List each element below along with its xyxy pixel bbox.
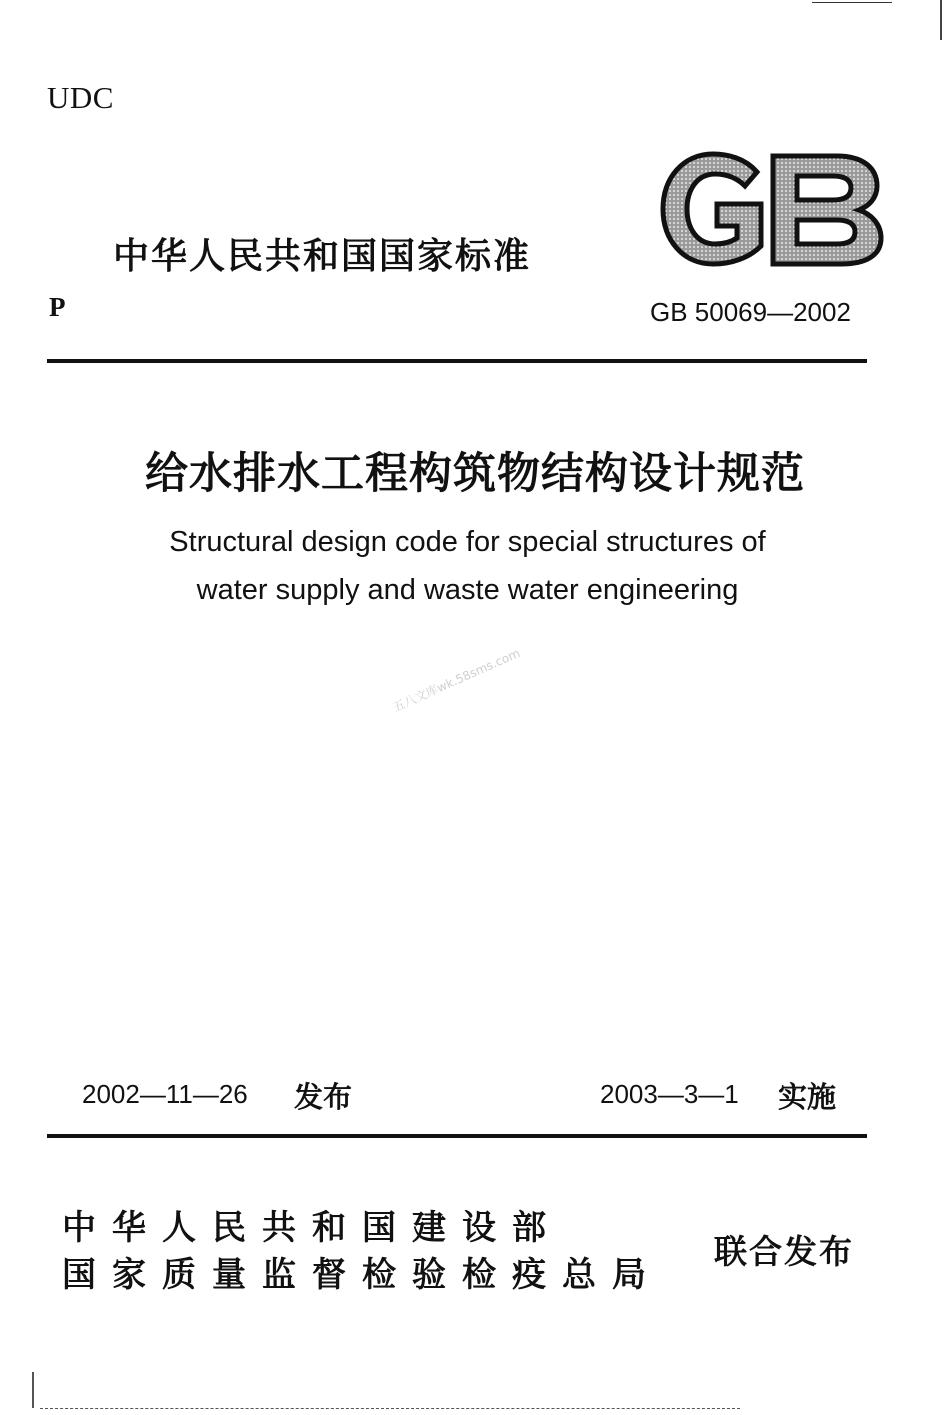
top-divider [47, 359, 867, 363]
gb-logo-b-shape [773, 156, 881, 264]
issuer-ministry: 中华人民共和国建设部 [62, 1208, 562, 1248]
title-english-line2: water supply and waste water engineering [196, 574, 739, 606]
national-standard-heading: 中华人民共和国国家标准 [113, 236, 532, 277]
top-corner-line [812, 2, 892, 3]
issue-date: 2002—11—26 [82, 1079, 248, 1109]
issue-label: 发布 [294, 1080, 353, 1114]
bottom-left-tick [32, 1372, 34, 1408]
title-chinese: 给水排水工程构筑物结构设计规范 [145, 449, 805, 499]
classification-code: P [49, 292, 66, 322]
implement-label: 实施 [778, 1080, 837, 1114]
issuer-quality-bureau: 国家质量监督检验检疫总局 [62, 1255, 662, 1295]
top-right-edge-mark [940, 0, 942, 40]
joint-issue-label: 联合发布 [714, 1232, 854, 1271]
bottom-divider [47, 1134, 867, 1138]
implement-date: 2003—3—1 [600, 1079, 739, 1109]
title-english-line1: Structural design code for special structures of [169, 526, 766, 558]
udc-label: UDC [47, 80, 114, 115]
bottom-dashed-line [40, 1408, 740, 1409]
gb-logo [657, 150, 885, 268]
watermark: 五八文库wk.58sms.com [390, 645, 523, 715]
gb-logo-g-shape [663, 154, 761, 264]
standard-number: GB 50069—2002 [650, 297, 851, 327]
